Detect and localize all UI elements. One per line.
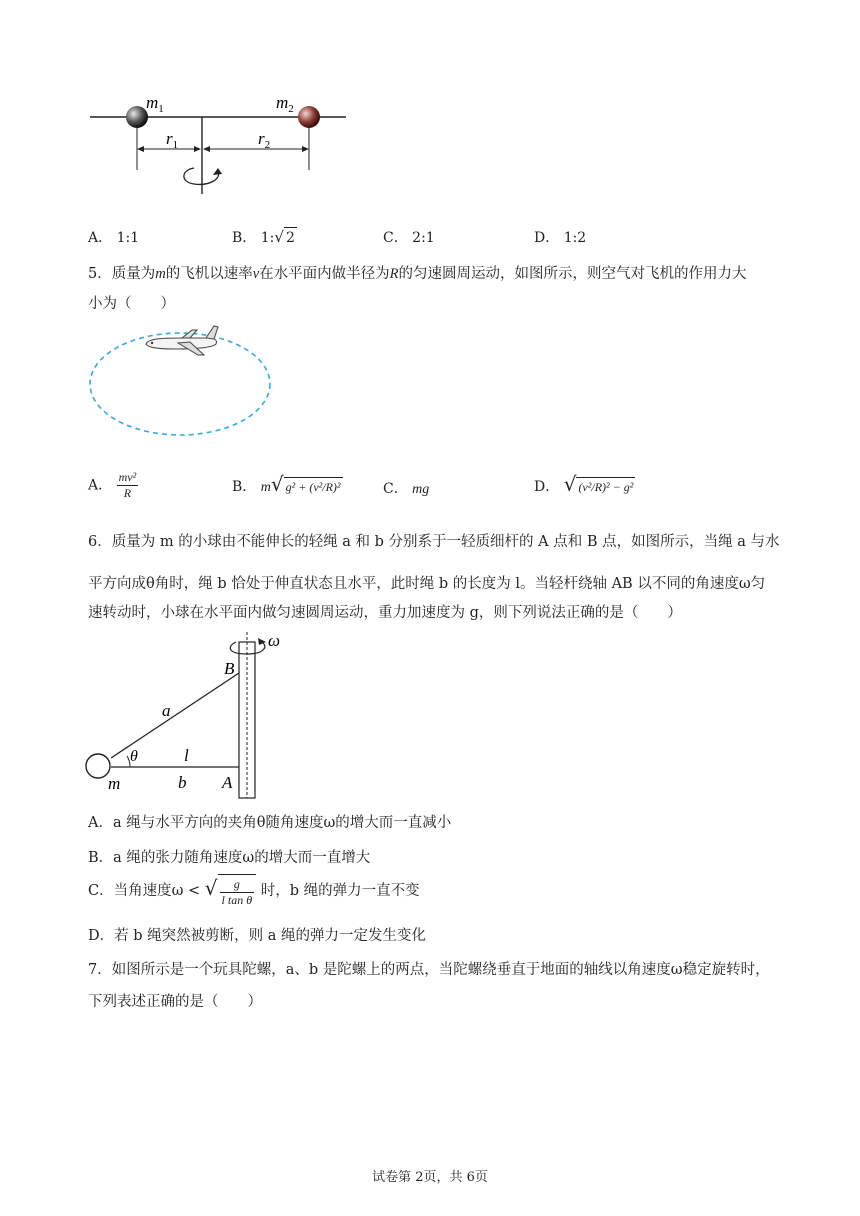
label-theta: θ <box>130 748 138 765</box>
page-footer: 试卷第 2页，共 6页 <box>372 1170 488 1185</box>
q5-stem-line2: 小为（ ） <box>88 296 175 312</box>
label-B: B <box>224 659 235 678</box>
q5-option-a[interactable]: A． $\frac{\text{mv²}}{R}$ <box>88 470 137 500</box>
label-A: A <box>222 773 233 792</box>
label-m2: $m_2$ <box>276 93 294 115</box>
q6-option-a[interactable]: A．a 绳与水平方向的夹角θ随角速度ω的增大而一直减小 <box>88 815 452 831</box>
q5-option-d[interactable]: D． √ (v²/R)² − g² <box>534 472 634 496</box>
rope-a <box>111 673 239 758</box>
mass-m1 <box>126 106 148 128</box>
q4-option-a[interactable]: A． 1:1 <box>88 230 140 246</box>
figure-ball-on-rod <box>84 628 304 800</box>
q5-option-b[interactable]: B． m√ g² + (v²/R)² <box>232 472 341 496</box>
q5-option-c[interactable]: C． mg <box>383 481 430 497</box>
label-b: b <box>178 773 187 792</box>
q4-option-d[interactable]: D． 1:2 <box>534 230 587 246</box>
ball <box>86 754 110 778</box>
q6-stem-line3: 速转动时，小球在水平面内做匀速圆周运动，重力加速度为 g，则下列说法正确的是（ ） <box>88 605 682 621</box>
q4-option-b[interactable]: B． 1:√ 2 <box>232 228 295 246</box>
q7-stem-line1: 7．如图所示是一个玩具陀螺，a、b 是陀螺上的两点，当陀螺绕垂直于地面的轴线以角速度ω稳定旋转时， <box>88 962 770 978</box>
mass-m2 <box>298 106 320 128</box>
q6-option-c[interactable]: C．当角速度ω < √ $\frac{g}{\text{l tan θ}}$ 时，b 绳的弹力一直不变 <box>88 876 420 907</box>
label-r1: $r_1$ <box>166 129 179 151</box>
figure-airplane-circle <box>86 318 278 440</box>
figure-two-masses <box>86 88 356 200</box>
label-l: l <box>184 746 189 765</box>
airplane-icon <box>146 326 218 355</box>
q7-stem-line2: 下列表述正确的是（ ） <box>88 994 262 1010</box>
label-m1: $m_1$ <box>146 93 164 115</box>
q6-option-b[interactable]: B．a 绳的张力随角速度ω的增大而一直增大 <box>88 850 371 866</box>
label-omega: ω <box>268 631 281 650</box>
q6-stem-line2: 平方向成θ角时，绳 b 恰处于伸直状态且水平，此时绳 b 的长度为 l。当轻杆绕轴 AB 以不同的角速度ω匀 <box>88 576 766 592</box>
q6-stem-line1: 6．质量为 m 的小球由不能伸长的轻绳 a 和 b 分别系于一轻质细杆的 A 点和 B 点，如图所示，当绳 a 与水 <box>88 534 780 550</box>
label-r2: $r_2$ <box>258 129 271 151</box>
q5-stem-line1: 5．质量为m的飞机以速率v在水平面内做半径为R的匀速圆周运动，如图所示，则空气对飞机的作用力大 <box>88 266 747 282</box>
rotation-arrow-icon <box>184 168 219 184</box>
q6-option-d[interactable]: D．若 b 绳突然被剪断，则 a 绳的弹力一定发生变化 <box>88 928 426 944</box>
label-a: a <box>162 701 171 720</box>
label-m: m <box>108 774 121 793</box>
q4-option-c[interactable]: C． 2:1 <box>383 230 435 246</box>
